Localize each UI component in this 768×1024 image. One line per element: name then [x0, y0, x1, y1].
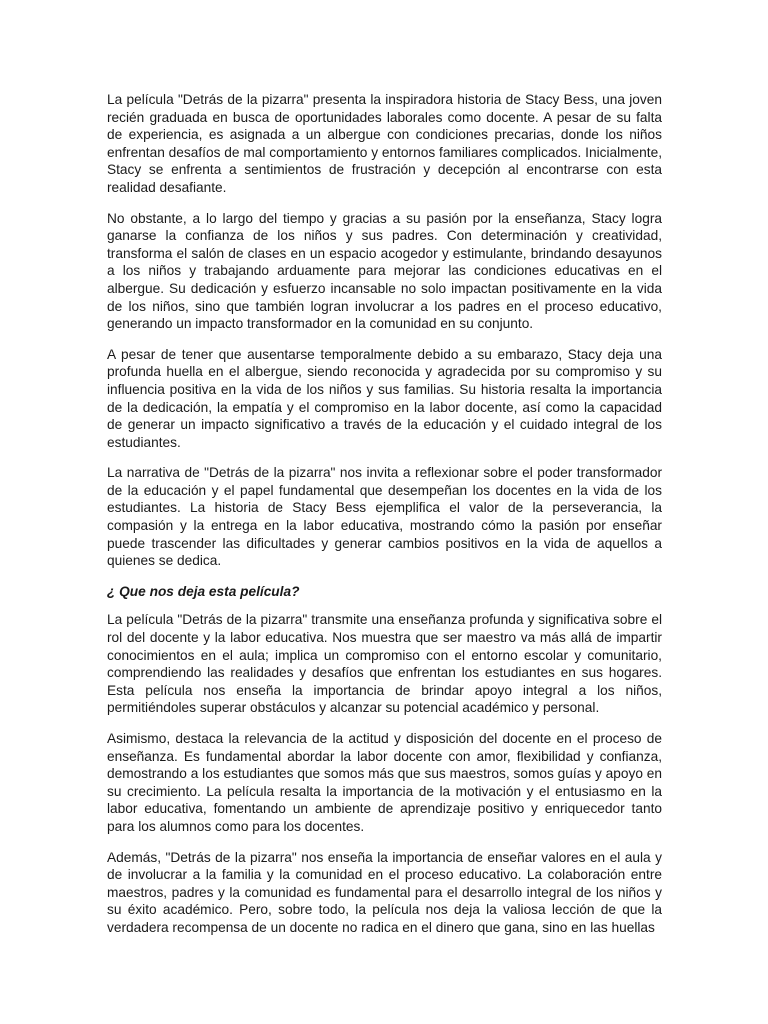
- paragraph-4: La narrativa de "Detrás de la pizarra" nos invita a reflexionar sobre el poder transformador de la educación y el papel fundamental que desempeñan los docentes en la vida de los estudiantes. La historia de Stacy Bess ejemplifica el valor de la perseverancia, la compasión y la entrega en la labor educativa, mostrando cómo la pasión por enseñar puede trascender las dificultades y generar cambios positivos en la vida de aquellos a quienes se dedica.: [107, 465, 662, 569]
- document-page: [107, 91, 662, 950]
- paragraph-1: La película "Detrás de la pizarra" presenta la inspiradora historia de Stacy Bess, una joven recién graduada en busca de oportunidades laborales como docente. A pesar de su falta de experiencia, es asignada a un albergue con condiciones precarias, donde los niños enfrentan desafíos de mal comportamiento y entornos familiares complicados. Inicialmente, Stacy se enfrenta a sentimientos de frustración y decepción al encontrarse con esta realidad desafiante.: [107, 92, 662, 195]
- paragraph-3: A pesar de tener que ausentarse temporalmente debido a su embarazo, Stacy deja una profunda huella en el albergue, siendo reconocida y agradecida por su compromiso y su influencia positiva en la vida de los niños y sus familias. Su historia resalta la importancia de la dedicación, la empatía y el compromiso en la labor docente, así como la capacidad de generar un impacto significativo a través de la educación y el cuidado integral de los estudiantes.: [107, 346, 662, 450]
- paragraph-7: Además, "Detrás de la pizarra" nos enseña la importancia de enseñar valores en el aula y de involucrar a la familia y la comunidad en el proceso educativo. La colaboración entre maestros, padres y la comunidad es fundamental para el desarrollo integral de los niños y su éxito académico. Pero, sobre todo, la película nos deja la valiosa lección de que la verdadera recompensa de un docente no radica en el dinero que gana, sino en las huellas: [107, 849, 662, 935]
- paragraph-6: Asimismo, destaca la relevancia de la actitud y disposición del docente en el proceso de enseñanza. Es fundamental abordar la labor docente con amor, flexibilidad y confianza, demostrando a los estudiantes que somos más que sus maestros, somos guías y apoyo en su crecimiento. La película resalta la importancia de la motivación y el entusiasmo en la labor educativa, fomentando un ambiente de aprendizaje positivo y enriquecedor tanto para los alumnos como para los docentes.: [107, 731, 662, 834]
- paragraph-2: No obstante, a lo largo del tiempo y gracias a su pasión por la enseñanza, Stacy logra ganarse la confianza de los niños y sus padres. Con determinación y creatividad, transforma el salón de clases en un espacio acogedor y estimulante, brindando desayunos a los niños y trabajando arduamente para mejorar las condiciones educativas en el albergue. Su dedicación y esfuerzo incansable no solo impactan positivamente en la vida de los niños, sino que también logran involucrar a los padres en el proceso educativo, generando un impacto transformador en la comunidad en su conjunto.: [107, 210, 662, 332]
- section-heading: ¿ Que nos deja esta película?: [107, 583, 300, 599]
- paragraph-5: La película "Detrás de la pizarra" transmite una enseñanza profunda y significativa sobre el rol del docente y la labor educativa. Nos muestra que ser maestro va más allá de impartir conocimientos en el aula; implica un compromiso con el entorno escolar y comunitario, comprendiendo las realidades y desafíos que enfrentan los estudiantes en sus hogares. Esta película nos enseña la importancia de brindar apoyo integral a los niños, permitiéndoles superar obstáculos y alcanzar su potencial académico y personal.: [107, 612, 662, 716]
